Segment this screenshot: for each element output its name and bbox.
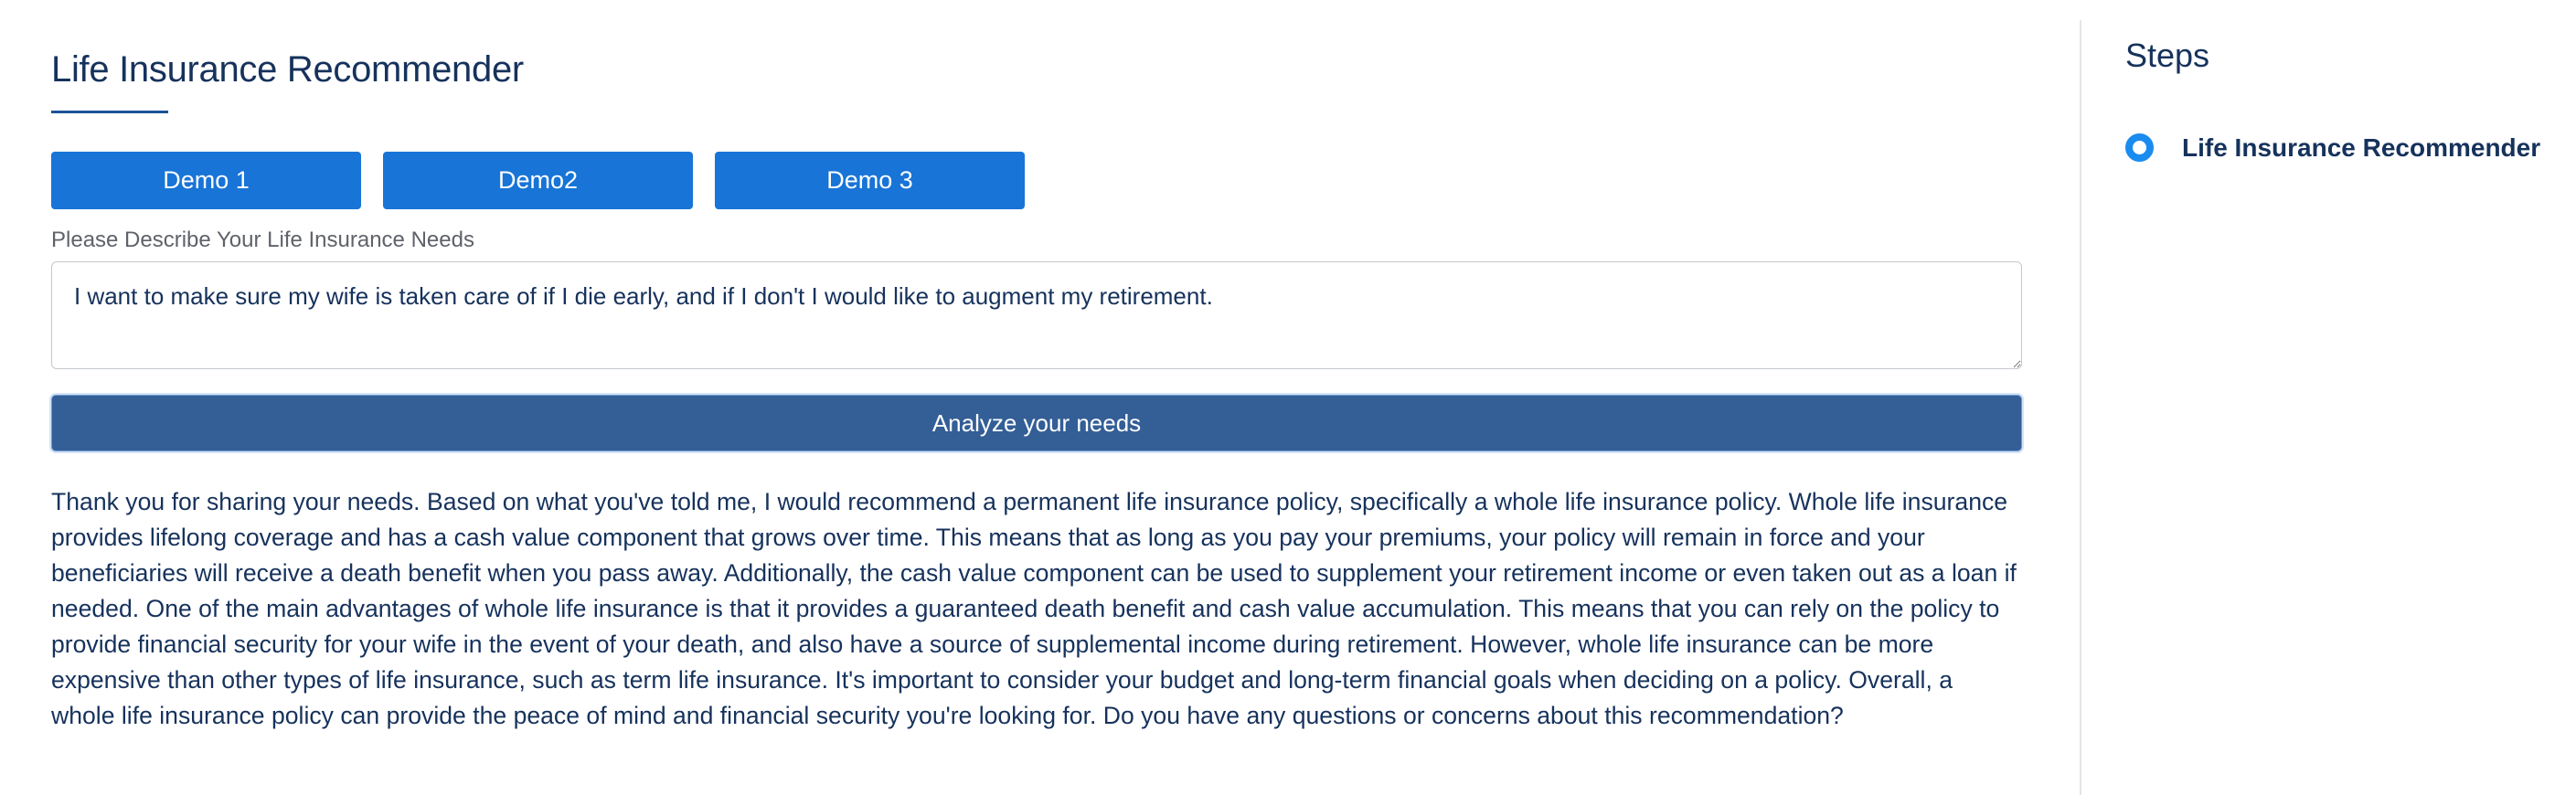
title-underline — [51, 111, 168, 113]
demo-1-button[interactable]: Demo 1 — [51, 152, 361, 209]
page-title: Life Insurance Recommender — [51, 49, 524, 90]
step-item-life-insurance-recommender[interactable] — [2125, 132, 2564, 164]
sidebar-divider — [2080, 20, 2081, 795]
analyze-needs-button[interactable]: Analyze your needs — [51, 395, 2022, 451]
steps-title: Steps — [2125, 37, 2210, 74]
needs-textarea[interactable] — [51, 261, 2022, 369]
step-label: Life Insurance Recommender — [2182, 133, 2541, 162]
demo-3-button[interactable]: Demo 3 — [715, 152, 1025, 209]
radio-active-icon — [2125, 133, 2154, 162]
demo-2-button[interactable]: Demo2 — [383, 152, 693, 209]
needs-field-label: Please Describe Your Life Insurance Needs — [51, 228, 474, 252]
recommendation-text: Thank you for sharing your needs. Based on what you've told me, I would recommend a permanent life insurance policy, specifically a whole life insurance policy. Whole life insurance provides lifelong coverage and has a cash value component that grows over time. This means that as long as you pay your premiums, your policy will remain in force and your beneficiaries will receive a death benefit when you pass away. Additionally, the cash value component can be used to supplement your retirement income or even taken out as a loan if needed. One of the main advantages of whole life insurance is that it provides a guaranteed death benefit and cash value accumulation. This means that you can rely on the policy to provide financial security for your wife in the event of your death, and also have a source of supplemental income during retirement. However, whole life insurance can be more expensive than other types of life insurance, such as term life insurance. It's important to consider your budget and long-term financial goals when deciding on a policy. Overall, a whole life insurance policy can provide the peace of mind and financial security you're looking for. Do you have any questions or concerns about this recommendation? — [51, 488, 2017, 729]
